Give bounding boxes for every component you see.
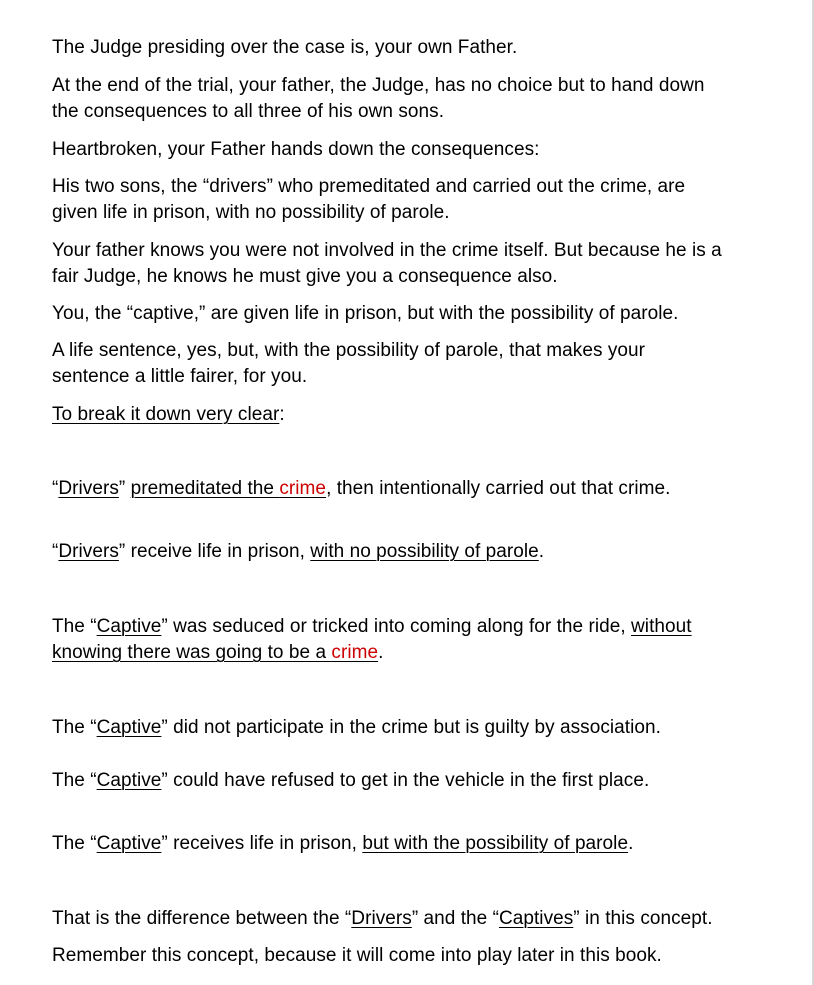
paragraph-life-sentence-line-1	[52, 338, 645, 364]
captive-term: Captive	[96, 833, 162, 854]
sentence-start: The “	[52, 770, 97, 791]
knowing-phrase	[52, 642, 378, 663]
sentence-rest: ” could have refused to get in the vehicle in the first place.	[161, 770, 650, 791]
quote-mark: “	[52, 478, 59, 499]
without-phrase: without	[631, 616, 692, 637]
paragraph-text: the consequences to all three of his own sons.	[52, 101, 445, 122]
paragraph-captive-sentence	[52, 301, 678, 327]
sentence-end: ” in this concept.	[573, 908, 713, 929]
breakdown-captive-guilty	[52, 715, 661, 741]
paragraph-judge-presiding	[52, 35, 517, 61]
paragraph-two-sons-line-1	[52, 174, 685, 200]
captive-term: Captive	[96, 616, 162, 637]
paragraph-text: fair Judge, he knows he must give you a consequence also.	[52, 266, 558, 287]
drivers-term: Drivers	[58, 478, 119, 499]
heading-colon: :	[279, 404, 285, 425]
sentence-rest: , then intentionally carried out that crime.	[326, 478, 671, 499]
sentence-end: .	[378, 642, 384, 663]
breakdown-captive-seduced-line-2	[52, 640, 383, 666]
sentence-middle: ” receives life in prison,	[161, 833, 363, 854]
sentence-start: That is the difference between the “	[52, 908, 352, 929]
sentence-middle: ” and the “	[411, 908, 499, 929]
breakdown-captive-seduced-line-1	[52, 614, 692, 640]
paragraph-text: given life in prison, with no possibility of parole.	[52, 202, 450, 223]
captives-term: Captives	[498, 908, 574, 929]
breakdown-captive-receives	[52, 831, 633, 857]
closing-remember	[52, 943, 662, 969]
breakdown-drivers-receive	[52, 539, 544, 565]
drivers-term: Drivers	[351, 908, 412, 929]
crime-term: crime	[331, 642, 379, 663]
paragraph-text: Heartbroken, your Father hands down the consequences:	[52, 139, 540, 160]
quote-mark: “	[52, 541, 59, 562]
sentence-start: The “	[52, 717, 97, 738]
paragraph-two-sons-line-2	[52, 200, 450, 226]
heading-underlined-text: To break it down very clear	[52, 404, 280, 425]
breakdown-heading	[52, 402, 285, 428]
paragraph-end-of-trial-line-2	[52, 99, 444, 125]
paragraph-text: At the end of the trial, your father, the Judge, has no choice but to hand down	[52, 75, 705, 96]
possibility-parole-phrase: but with the possibility of parole	[362, 833, 629, 854]
paragraph-father-knows-line-2	[52, 264, 558, 290]
crime-term: crime	[279, 478, 327, 499]
sentence-rest: ” did not participate in the crime but is guilty by association.	[161, 717, 661, 738]
paragraph-text: You, the “captive,” are given life in prison, but with the possibility of parole.	[52, 303, 679, 324]
premeditated-text: premeditated the	[130, 478, 280, 499]
paragraph-text: A life sentence, yes, but, with the possibility of parole, that makes your	[52, 340, 646, 361]
sentence-middle: ” was seduced or tricked into coming along for the ride,	[161, 616, 632, 637]
paragraph-text: His two sons, the “drivers” who premeditated and carried out the crime, are	[52, 176, 686, 197]
no-parole-phrase: with no possibility of parole	[310, 541, 539, 562]
sentence-end: .	[628, 833, 634, 854]
paragraph-text: The Judge presiding over the case is, your own Father.	[52, 37, 518, 58]
captive-term: Captive	[96, 717, 162, 738]
premeditated-phrase	[131, 478, 326, 499]
paragraph-heartbroken	[52, 137, 539, 163]
sentence-end: .	[538, 541, 545, 562]
paragraph-life-sentence-line-2	[52, 364, 307, 390]
drivers-term: Drivers	[58, 541, 119, 562]
captive-term: Captive	[96, 770, 162, 791]
paragraph-text: sentence a little fairer, for you.	[52, 366, 308, 387]
closing-difference	[52, 906, 713, 932]
knowing-text: knowing there was going to be a	[52, 642, 332, 663]
paragraph-text: Remember this concept, because it will come into play later in this book.	[52, 945, 662, 966]
quote-mark: ”	[118, 478, 131, 499]
paragraph-father-knows-line-1	[52, 238, 722, 264]
sentence-start: The “	[52, 616, 97, 637]
paragraph-text: Your father knows you were not involved in the crime itself. But because he is a	[52, 240, 722, 261]
breakdown-captive-refused	[52, 768, 649, 794]
breakdown-drivers-premeditated	[52, 476, 670, 502]
sentence-start: The “	[52, 833, 97, 854]
sentence-middle: ” receive life in prison,	[118, 541, 311, 562]
paragraph-end-of-trial-line-1	[52, 73, 705, 99]
